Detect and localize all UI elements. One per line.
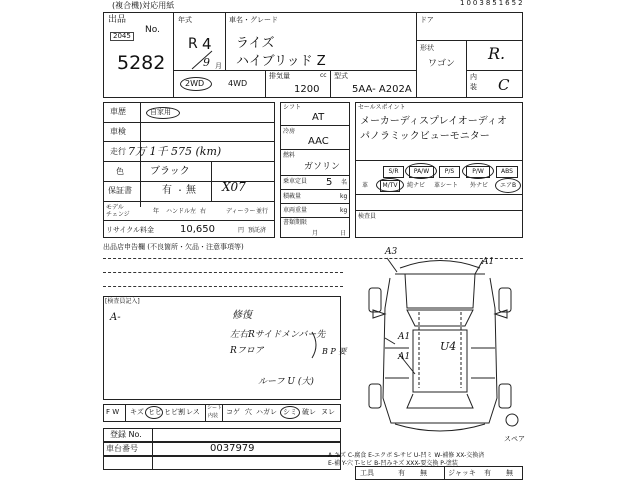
lot-number: 5282 bbox=[117, 52, 166, 74]
mileage-label: 走行 bbox=[110, 147, 126, 156]
drive-4wd: 4WD bbox=[228, 79, 248, 88]
interior-hand-value: C bbox=[498, 76, 510, 94]
recycle-value: 10,650 bbox=[180, 224, 215, 235]
equip-abs: ABS bbox=[496, 166, 518, 178]
check-fw: F W bbox=[106, 408, 120, 416]
equip-ext-navi: 外ナビ bbox=[470, 182, 489, 189]
color-label: 色 bbox=[116, 167, 124, 176]
tools-no: 無 bbox=[420, 469, 427, 477]
registration-label: 登録 No. bbox=[110, 430, 142, 439]
shuppin-label: 出品 bbox=[108, 15, 127, 25]
interior-label-sou: 装 bbox=[470, 83, 477, 91]
recycle-label: リサイクル料金 bbox=[106, 226, 155, 234]
recycle-unit: 円 bbox=[238, 227, 245, 234]
load-label: 積載量 bbox=[283, 193, 302, 200]
check-koge: コゲ bbox=[226, 408, 240, 416]
transmission-label: シフト bbox=[283, 104, 302, 111]
corner-tag: 2045 bbox=[110, 32, 134, 41]
tools-yes: 有 bbox=[398, 469, 405, 477]
report-note-4: B P 要 bbox=[322, 347, 347, 356]
year-slash bbox=[188, 50, 216, 70]
circle-pw bbox=[462, 163, 494, 179]
reg-expiry-label: 書類期限 bbox=[283, 219, 308, 226]
year-label: 年式 bbox=[178, 16, 192, 24]
check-ana: 穴 bbox=[245, 408, 252, 416]
model-label: 車名・グレード bbox=[229, 16, 278, 24]
warranty-yes: 有 bbox=[162, 185, 172, 196]
warranty-label: 保証書 bbox=[108, 186, 132, 195]
equip-navi: 純ナビ bbox=[407, 182, 426, 189]
fuel-label: 燃料 bbox=[283, 152, 296, 159]
model-change-dealer: ディーラー bbox=[226, 208, 256, 215]
transmission-value: AT bbox=[312, 112, 325, 123]
blank-row bbox=[103, 456, 341, 470]
form-title: (複合機)対応用紙 bbox=[112, 1, 175, 10]
legend-line-1: A-キズ C-腐食 E-エクボ S-サビ U-凹ミ W-補修 XX-交換済 bbox=[328, 452, 485, 459]
equip-leather-mark: 革 bbox=[362, 182, 369, 189]
tools-row bbox=[355, 466, 523, 480]
diagram-a1-top: A1 bbox=[482, 257, 495, 267]
displacement-value: 1200 bbox=[294, 84, 320, 95]
door-label: ドア bbox=[420, 16, 434, 24]
model-change-left: 左 bbox=[190, 208, 197, 215]
warranty-no: 無 bbox=[186, 185, 196, 196]
use-label: 車歴 bbox=[110, 107, 126, 116]
capacity-value: 5 bbox=[326, 177, 333, 188]
report-note-1: 修復 bbox=[232, 310, 252, 321]
diagram-a3: A3 bbox=[385, 247, 398, 257]
jack-yes: 有 bbox=[484, 469, 491, 477]
inspector-label: 検査員 bbox=[358, 213, 377, 220]
check-hibi: ヒビ bbox=[148, 408, 162, 416]
model-grade: ハイブリッド Z bbox=[236, 54, 326, 69]
check-seat-a: シート bbox=[207, 405, 223, 411]
jack-label: ジャッキ bbox=[448, 469, 476, 477]
model-code-value: 5AA- A202A bbox=[352, 84, 412, 95]
circle-airbag bbox=[495, 178, 521, 193]
capacity-label: 乗車定員 bbox=[283, 178, 308, 185]
legend-line-2: E-補 Y-穴 T-ヒビ B-凹みキズ XXX-要交換 P-塗装 bbox=[328, 460, 458, 467]
no-label: No. bbox=[145, 25, 160, 35]
equip-mtv: M/TV bbox=[380, 180, 400, 192]
model-change-right: 右 bbox=[200, 208, 207, 215]
check-hagare: ハガレ bbox=[256, 408, 277, 416]
report-note-3: Rフロア bbox=[230, 346, 264, 356]
capacity-unit: 名 bbox=[341, 179, 348, 186]
diagram-u4: U4 bbox=[440, 340, 457, 353]
fuel-value: ガソリン bbox=[304, 162, 341, 172]
report-note-2: 左右Rサイドメンバー先 bbox=[230, 330, 326, 340]
model-change-label-a: モデル bbox=[106, 204, 124, 211]
defects-header: 出品店申告欄 (不良箇所・欠品・注意事項等) bbox=[103, 243, 244, 251]
check-nure: ヌレ bbox=[321, 408, 335, 416]
aircon-label: 冷房 bbox=[283, 128, 296, 135]
chassis-label: 車台番号 bbox=[106, 444, 138, 453]
mileage-hand: 7万 1千 575 (km) bbox=[128, 145, 222, 158]
check-seat-b: 内装 bbox=[208, 413, 219, 419]
check-shimi: シミ bbox=[283, 408, 297, 416]
model-change-handle: ハンドル bbox=[166, 208, 191, 215]
reg-expiry-unit: 月 bbox=[312, 230, 319, 237]
aircon-value: AAC bbox=[308, 136, 329, 147]
year-value: 4 bbox=[202, 35, 212, 53]
selling-points-label: セールスポイント bbox=[358, 104, 406, 111]
spare-tire-icon bbox=[506, 414, 518, 426]
equip-airbag: エアB bbox=[500, 182, 517, 189]
displacement-unit: cc bbox=[320, 72, 327, 79]
use-value: 自家用 bbox=[150, 108, 171, 116]
interior-label-nai: 内 bbox=[470, 73, 477, 81]
model-code-label: 型式 bbox=[334, 72, 348, 80]
circle-shimi bbox=[280, 406, 300, 419]
load-unit: kg bbox=[340, 193, 348, 200]
shape-hand-r: R. bbox=[488, 44, 506, 63]
reg-expiry-unit-day: 日 bbox=[340, 230, 347, 237]
equip-pw: P/W bbox=[466, 166, 490, 178]
top-number: 1003851652 bbox=[460, 0, 525, 7]
circle-hibi bbox=[145, 406, 163, 419]
year-era: R bbox=[188, 36, 198, 52]
report-note-5: ルーフ U (大) bbox=[258, 377, 314, 387]
equip-sr: S/R bbox=[383, 166, 404, 178]
month-unit: 月 bbox=[215, 62, 222, 70]
tools-label: 工具 bbox=[360, 469, 374, 477]
model-change-label-b: チェンジ bbox=[106, 211, 130, 218]
jack-no: 無 bbox=[506, 469, 513, 477]
weight-label: 車両重量 bbox=[283, 207, 308, 214]
drive-2wd: 2WD bbox=[185, 79, 205, 88]
recycle-note: 預託済 bbox=[248, 227, 267, 234]
color-value: ブラック bbox=[150, 166, 190, 177]
equip-paw: PA/W bbox=[409, 166, 434, 178]
chassis-value: 0037979 bbox=[210, 443, 255, 454]
month-hand: 9 bbox=[203, 56, 210, 69]
bracket-mark bbox=[310, 330, 326, 360]
check-less: レス bbox=[186, 408, 200, 416]
inspection-sheet: (複合機)対応用紙 1003851652 出品 No. 2045 5282 年式 R 4 9 月 車名・グレード ライズ ハイブリッド Z ドア 形状 ワゴン R. 内 装 C 2WD 4WD 排気量 cc 1200 型式 5AA- A202A 車歴 自家用 車検 走行 7万 1千 575 (km) 色 ブラック X07 保証書 有 ・ 無 モデル チェンジ 年 ハンドル 左 右 ディーラー 並行 リサイクル料金 10,650 円 預託済 シフト AT 冷房 AAC 燃料 ガソリン 乗車定員 5 名 積載量 kg 車両重量 kg 書類期限 月 日 セールスポイント メーカーディスプレイオーディオ パノラミックビューモニター S/R PA/W P/S P/W ABS 革 M/TV 純ナビ 革シート 外ナビ エアB 検査員 出品店申告欄 (不良箇所・欠品・注意事項等) [検査員記入] A- 修復 左右Rサイドメンバー先 Rフロア B P 要 ルーフ U (大) A3 A1 A1 U4 A1 スペア F W キズ ヒビ ヒビ割 レス シート 内装 コゲ 穴 ハガレ シミ 破レ ヌレ 登録 No. 車台番号 0037979 A-キズ C-腐食 E-エクボ S-サビ U-凹ミ W-補修 XX-交換済 E-補 Y-穴 T-ヒビ B-凹みキズ XXX-要交換 P-塗装 工具 有 無 ジャッキ 有 無 bbox=[0, 0, 640, 480]
check-yabure: 破レ bbox=[302, 408, 316, 416]
weight-unit: kg bbox=[340, 207, 348, 214]
shape-value: ワゴン bbox=[428, 59, 456, 69]
spare-label: スペア bbox=[504, 435, 525, 443]
displacement-label: 排気量 bbox=[269, 72, 290, 80]
equip-leather-seat: 革シート bbox=[434, 182, 459, 189]
selling-point-1: メーカーディスプレイオーディオ bbox=[360, 116, 507, 127]
circle-paw bbox=[405, 163, 437, 179]
selling-point-2: パノラミックビューモニター bbox=[360, 131, 490, 142]
check-kizu: キズ bbox=[130, 408, 144, 416]
diagram-a1-left: A1 bbox=[398, 332, 411, 342]
equip-ps: P/S bbox=[439, 166, 460, 178]
report-header: [検査員記入] bbox=[105, 298, 140, 305]
inspection-label: 車検 bbox=[110, 127, 126, 136]
model-change-other: 並行 bbox=[256, 208, 269, 215]
report-a-mark: A- bbox=[110, 312, 121, 323]
circle-mtv bbox=[376, 178, 404, 192]
shape-label: 形状 bbox=[420, 44, 434, 52]
diagram-a1-rear: A1 bbox=[398, 352, 411, 362]
check-hibiware: ヒビ割 bbox=[164, 408, 185, 416]
model-name: ライズ bbox=[236, 36, 275, 51]
color-code-hand: X07 bbox=[222, 180, 246, 194]
model-change-year: 年 bbox=[153, 208, 160, 215]
